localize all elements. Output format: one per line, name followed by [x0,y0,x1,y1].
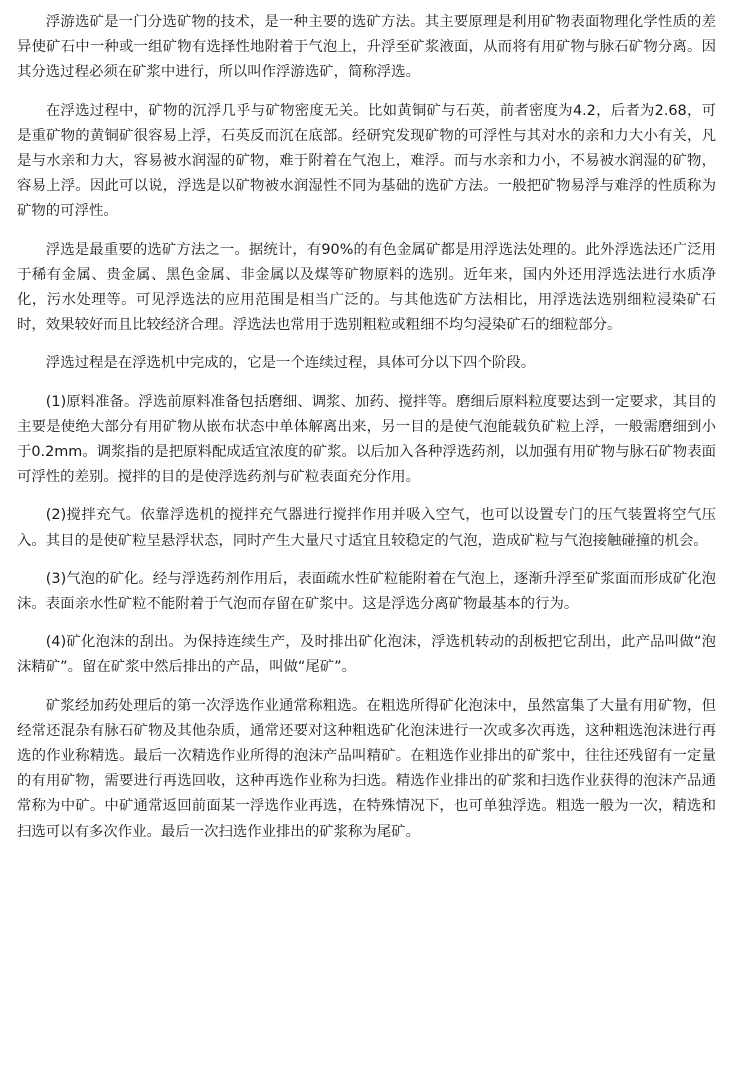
paragraph-stage-1: (1)原料准备。浮选前原料准备包括磨细、调浆、加药、搅拌等。磨细后原料粒度要达到一定要求，其目的主要是使绝大部分有用矿物从嵌布状态中单体解离出来，另一目的是使气泡能载负矿粒上浮，一般需磨细到小于0.2mm。调浆指的是把原料配成适宜浓度的矿浆。以后加入各种浮选药剂，以加强有用矿物与脉石矿物表面可浮性的差别。搅拌的目的是使浮选药剂与矿粒表面充分作用。 [17,393,716,486]
paragraph-intro: 浮游选矿是一门分选矿物的技术，是一种主要的选矿方法。其主要原理是利用矿物表面物理化学性质的差异使矿石中一种或一组矿物有选择性地附着于气泡上，升浮至矿浆液面，从而将有用矿物与脉石矿物分离。因其分选过程必须在矿浆中进行，所以叫作浮游选矿，简称浮选。 [17,14,716,81]
paragraph-applications: 浮选是最重要的选矿方法之一。据统计，有90%的有色金属矿都是用浮选法处理的。此外浮选法还广泛用于稀有金属、贵金属、黑色金属、非金属以及煤等矿物原料的选别。近年来，国内外还用浮选法进行水质净化，污水处理等。可见浮选法的应用范围是相当广泛的。与其他选矿方法相比，用浮选法选别细粒浸染矿石时，效果较好而且比较经济合理。浮选法也常用于选别粗粒或粗细不均匀浸染矿石的细粒部分。 [17,241,716,334]
paragraph-stage-3: (3)气泡的矿化。经与浮选药剂作用后，表面疏水性矿粒能附着在气泡上，逐渐升浮至矿浆面而形成矿化泡沫。表面亲水性矿粒不能附着于气泡而存留在矿浆中。这是浮选分离矿物最基本的行为。 [17,570,716,613]
paragraph-stages-intro: 浮选过程是在浮选机中完成的，它是一个连续过程，具体可分以下四个阶段。 [45,355,536,372]
paragraph-flowsheet: 矿浆经加药处理后的第一次浮选作业通常称粗选。在粗选所得矿化泡沫中，虽然富集了大量有用矿物，但经常还混杂有脉石矿物及其他杂质，通常还要对这种粗选矿化泡沫进行一次或多次再选，这种粗选泡沫进行再选的作业称精选。最后一次精选作业所得的泡沫产品叫精矿。在粗选作业排出的矿浆中，往往还残留有一定量的有用矿物，需要进行再选回收，这种再选作业称为扫选。精选作业排出的矿浆和扫选作业获得的泡沫产品通常称为中矿。中矿通常返回前面某一浮选作业再选，在特殊情况下，也可单独浮选。粗选一般为一次，精选和扫选可以有多次作业。最后一次扫选作业排出的矿浆称为尾矿。 [17,697,716,840]
paragraph-stage-2: (2)搅拌充气。依靠浮选机的搅拌充气器进行搅拌作用并吸入空气，也可以设置专门的压气装置将空气压入。其目的是使矿粒呈悬浮状态，同时产生大量尺寸适宜且较稳定的气泡，造成矿粒与气泡接触碰撞的机会。 [17,507,716,549]
paragraph-density: 在浮选过程中，矿物的沉浮几乎与矿物密度无关。比如黄铜矿与石英，前者密度为4.2，后者为2.68，可是重矿物的黄铜矿很容易上浮，石英反而沉在底部。经研究发现矿物的可浮性与其对水的亲和力大小有关，凡是与水亲和力大，容易被水润湿的矿物，难于附着在气泡上，难浮。而与水亲和力小，不易被水润湿的矿物，容易上浮。因此可以说，浮选是以矿物被水润湿性不同为基础的选矿方法。一般把矿物易浮与难浮的性质称为矿物的可浮性。 [17,102,716,220]
paragraph-stage-4: (4)矿化泡沫的刮出。为保持连续生产，及时排出矿化泡沫，浮选机转动的刮板把它刮出，此产品叫做“泡沫精矿”。留在矿浆中然后排出的产品，叫做“尾矿”。 [17,634,716,676]
